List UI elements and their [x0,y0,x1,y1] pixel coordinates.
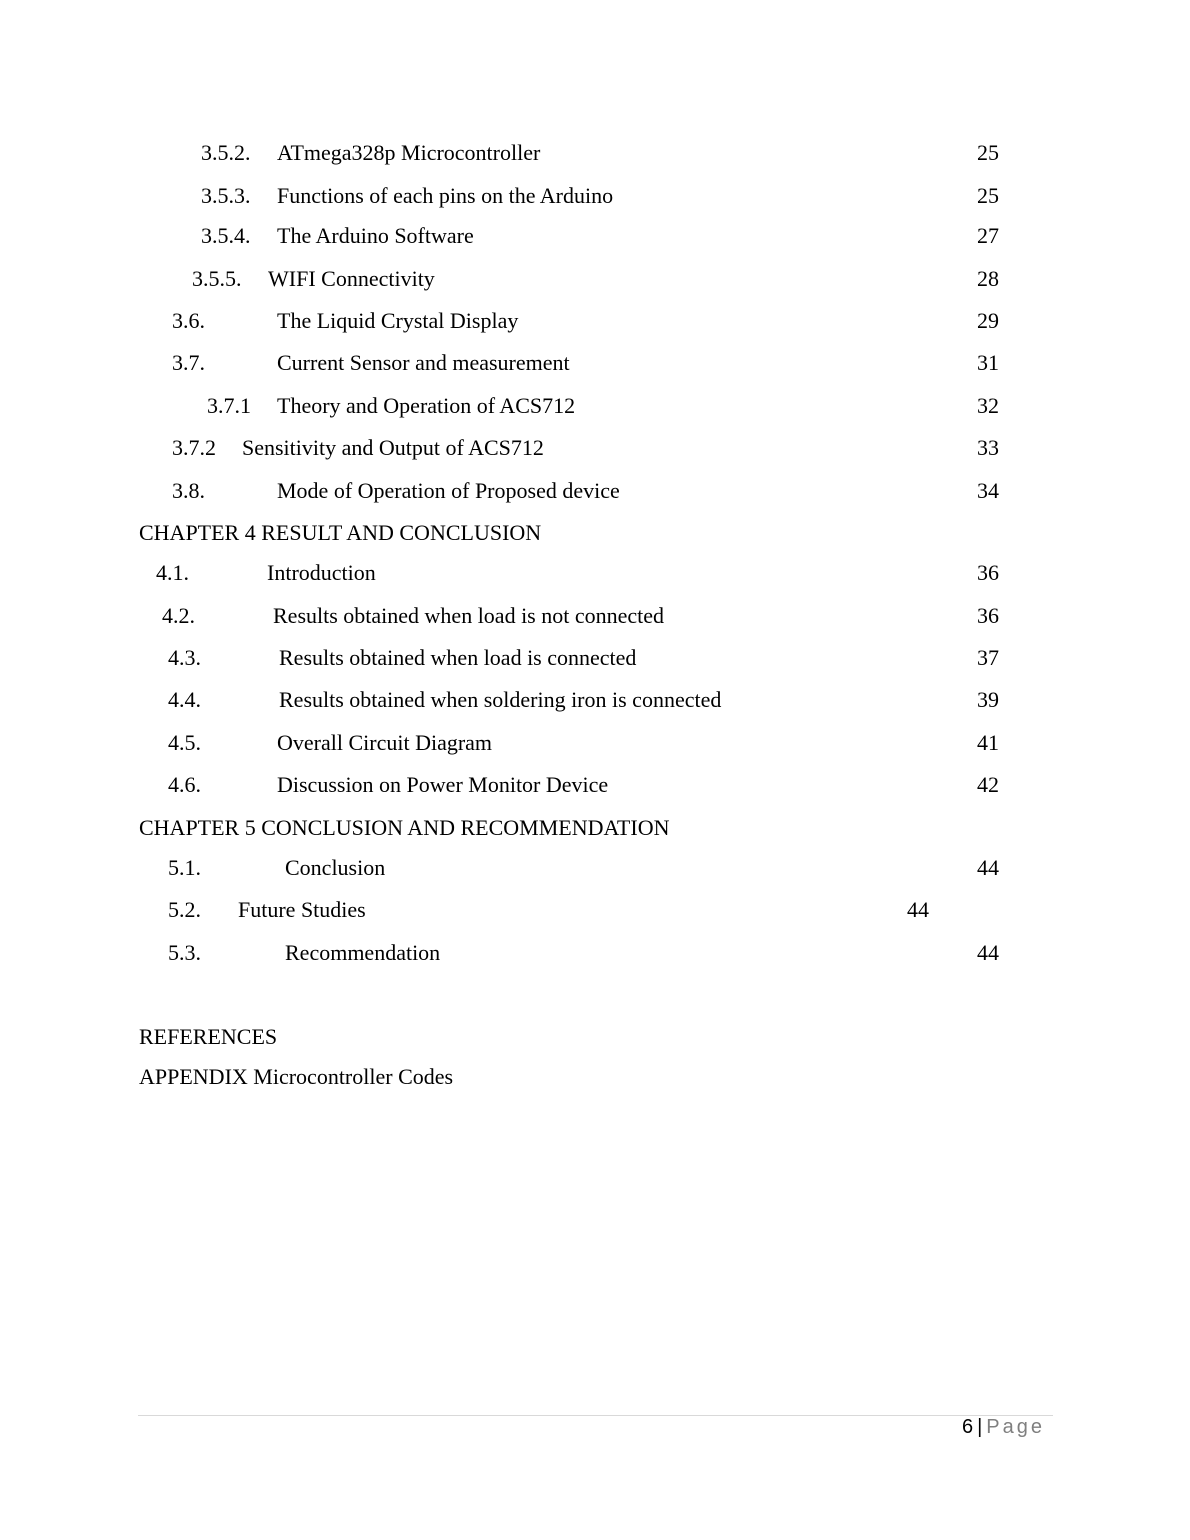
toc-entry-title: Overall Circuit Diagram [277,730,493,755]
toc-entry-title: Results obtained when soldering iron is connected [279,687,722,712]
toc-entry-page: 41 [977,730,999,755]
toc-entry-number: 5.3. [168,940,201,965]
toc-entry-page: 25 [977,140,999,165]
toc-entry-title: Theory and Operation of ACS712 [277,393,576,418]
toc-entry-number: 4.6. [168,772,201,797]
toc-entry-page: 39 [977,687,999,712]
toc-entry-number: 3.7.1 [207,393,251,418]
toc-entry-page: 27 [977,223,999,248]
page-label: Page [986,1416,1045,1438]
toc-entry-number: 3.5.3. [201,183,251,208]
toc-entry-page: 36 [977,560,999,585]
toc-entry-page: 36 [977,603,999,628]
references-heading: REFERENCES [139,1024,278,1049]
toc-entry-title: Mode of Operation of Proposed device [277,478,620,503]
toc-entry-page: 44 [977,855,999,880]
toc-entry-number: 4.5. [168,730,201,755]
toc-entry-page: 29 [977,308,999,333]
toc-entry-page: 34 [977,478,999,503]
toc-entry-number: 3.5.4. [201,223,251,248]
toc-entry-title: The Liquid Crystal Display [277,308,519,333]
chapter-heading: CHAPTER 4 RESULT AND CONCLUSION [139,520,542,545]
toc-entry-number: 5.2. [168,897,201,922]
toc-entry-title: Results obtained when load is connected [279,645,637,670]
toc-entry-page: 37 [977,645,999,670]
toc-entry-title: Recommendation [285,940,441,965]
toc-entry-number: 3.5.2. [201,140,251,165]
toc-entry-title: Conclusion [285,855,386,880]
toc-entry-page: 25 [977,183,999,208]
toc-entry-number: 4.4. [168,687,201,712]
toc-entry-number: 4.3. [168,645,201,670]
toc-entry-number: 3.7.2 [172,435,216,460]
toc-entry-page: 31 [977,350,999,375]
toc-entry-title: Current Sensor and measurement [277,350,570,375]
toc-entry-number: 5.1. [168,855,201,880]
toc-entry-title: Results obtained when load is not connected [273,603,665,628]
toc-entry-number: 3.8. [172,478,205,503]
toc-entry-number: 3.5.5. [192,266,242,291]
toc-entry-number: 3.7. [172,350,205,375]
toc-entry-number: 4.2. [162,603,195,628]
page-number: 6 [961,1416,974,1438]
toc-entry-title: Discussion on Power Monitor Device [277,772,609,797]
toc-entry-page: 33 [977,435,999,460]
appendix-heading: APPENDIX Microcontroller Codes [139,1064,454,1089]
toc-entry-title: Future Studies [238,897,366,922]
toc-entry-title: ATmega328p Microcontroller [277,140,541,165]
toc-entry-title: Sensitivity and Output of ACS712 [242,435,544,460]
toc-entry-number: 3.6. [172,308,205,333]
toc-entry-page: 42 [977,772,999,797]
footer-divider [138,1415,1053,1416]
toc-entry-title: WIFI Connectivity [268,266,435,291]
toc-entry-title: Functions of each pins on the Arduino [277,183,614,208]
toc-entry-page: 44 [977,940,999,965]
toc-entry-page: 32 [977,393,999,418]
toc-entry-title: Introduction [267,560,376,585]
footer-separator: | [977,1416,983,1438]
page-footer [962,1414,1045,1440]
toc-entry-page: 28 [977,266,999,291]
toc-entry-number: 4.1. [156,560,189,585]
chapter-heading: CHAPTER 5 CONCLUSION AND RECOMMENDATION [139,815,670,840]
toc-entry-page: 44 [907,897,929,922]
toc-entry-title: The Arduino Software [277,223,474,248]
